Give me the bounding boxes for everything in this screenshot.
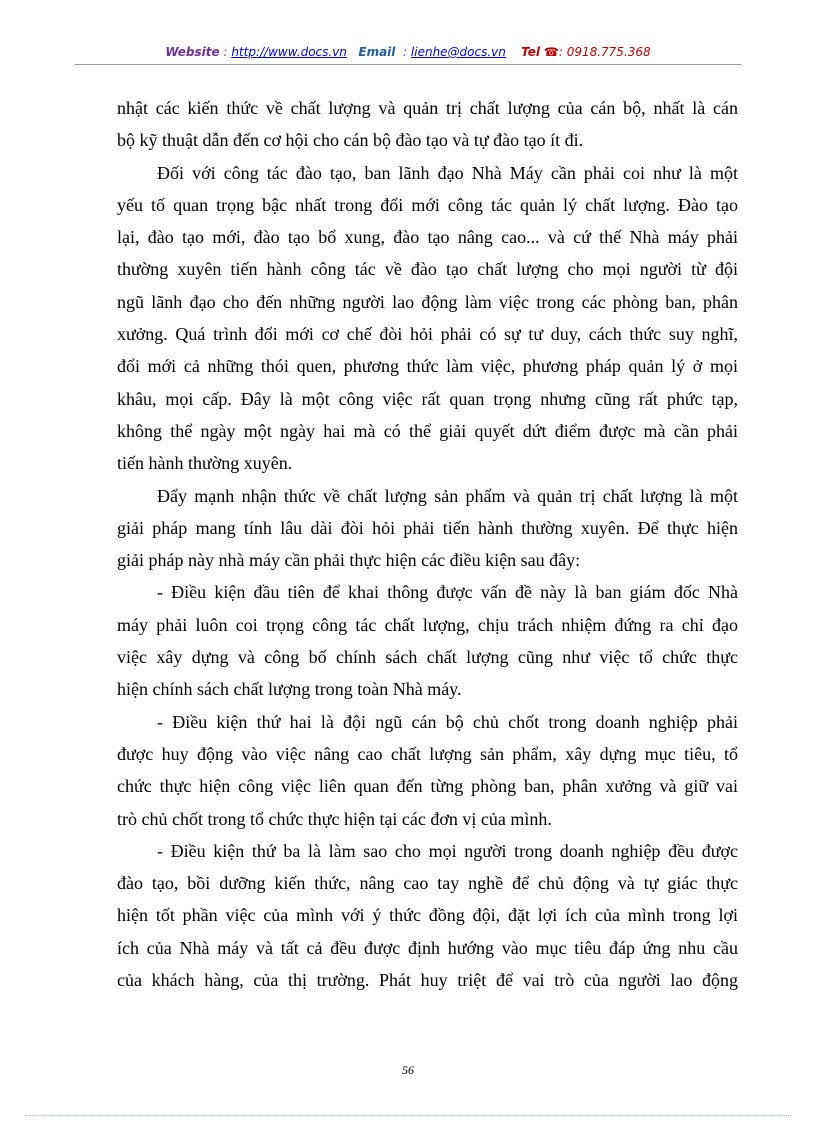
phone-icon: ☎: [543, 45, 559, 59]
tel-number: 0918.775.368: [566, 45, 651, 59]
paragraph: [117, 835, 738, 996]
text-line: ngũ lãnh đạo cho đến những người lao động làm việc trong các phòng ban, phân: [117, 291, 738, 312]
text-line: tiến hành thường xuyên.: [117, 453, 293, 474]
text-line: nhật các kiến thức về chất lượng và quản trị chất lượng của cán bộ, nhất là cán: [117, 98, 738, 118]
text-line: hiện chính sách chất lượng trong toàn Nhà máy.: [117, 679, 462, 700]
text-line: Đối với công tác đào tạo, ban lãnh đạo Nhà Máy cần phải coi như là một: [157, 162, 738, 183]
text-line: không thể ngày một ngày hai mà có thể giải quyết dứt điểm được mà cần phải: [117, 420, 738, 441]
paragraph: [117, 576, 738, 705]
text-line: giải pháp này nhà máy cần phải thực hiện các điều kiện sau đây:: [117, 550, 581, 571]
text-line: ích của Nhà máy và tất cả đều được định hướng vào mục tiêu đáp ứng nhu cầu: [117, 937, 738, 958]
text-line: máy phải luôn coi trọng công tác chất lượng, chịu trách nhiệm đứng ra chỉ đạo: [117, 614, 738, 635]
email-label: Email: [358, 45, 396, 59]
website-link[interactable]: http://www.docs.vn: [231, 45, 347, 59]
page-number: 56: [402, 1063, 414, 1077]
text-line: lại, đào tạo mới, đào tạo bổ xung, đào tạo nâng cao... và cứ thế Nhà máy phải: [117, 227, 738, 248]
paragraph: [117, 480, 738, 577]
text-line: trò chủ chốt trong tổ chức thực hiện tại các đơn vị của mình.: [117, 808, 552, 829]
text-line: xưởng. Quá trình đổi mới cơ chế đòi hỏi phải có sự tư duy, cách thức suy nghĩ,: [117, 324, 738, 345]
text-line: yếu tố quan trọng bậc nhất trong đổi mới công tác quản lý chất lượng. Đào tạo: [117, 194, 738, 215]
text-line: đào tạo, bồi dưỡng kiến thức, nâng cao tay nghề để chủ động và tự giác thực: [117, 873, 738, 894]
header-divider: [75, 64, 741, 65]
text-line: khâu, mọi cấp. Đây là một công việc rất quan trọng nhưng cũng rất phức tạp,: [117, 388, 738, 409]
email-link[interactable]: lienhe@docs.vn: [410, 45, 506, 59]
document-body: [117, 92, 738, 996]
paragraph: [117, 92, 738, 157]
text-line: đổi mới cả những thói quen, phương thức làm việc, phương pháp quản lý ở mọi: [117, 356, 738, 377]
page-header: Website : http://www.docs.vn Email : lienhe@docs.vn Tel ☎: 0918.775.368: [165, 45, 651, 59]
text-line: được huy động vào việc nâng cao chất lượng sản phẩm, xây dựng mục tiêu, tổ: [117, 743, 738, 764]
text-line: hiện tốt phần việc của mình với ý thức đồng đội, đặt lợi ích của mình trong lợi: [117, 905, 738, 926]
footer-divider: [25, 1115, 791, 1116]
text-line: của khách hàng, của thị trường. Phát huy triệt để vai trò của người lao động: [117, 970, 738, 991]
text-line: Đẩy mạnh nhận thức về chất lượng sản phẩm và quản trị chất lượng là một: [157, 485, 738, 506]
text-line: - Điều kiện thứ hai là đội ngũ cán bộ chủ chốt trong doanh nghiệp phải: [157, 711, 738, 732]
text-line: giải pháp mang tính lâu dài đòi hỏi phải tiến hành thường xuyên. Để thực hiện: [117, 517, 738, 538]
text-line: chức thực hiện công việc liên quan đến từng phòng ban, phân xưởng và giữ vai: [117, 776, 738, 797]
text-line: việc xây dựng và công bố chính sách chất lượng cũng như việc tổ chức thực: [117, 647, 738, 668]
text-line: - Điều kiện đầu tiên để khai thông được vấn đề này là ban giám đốc Nhà: [157, 582, 738, 603]
tel-label: Tel: [521, 45, 541, 59]
text-line: - Điều kiện thứ ba là làm sao cho mọi người trong doanh nghiệp đều được: [157, 840, 738, 861]
paragraph: [117, 157, 738, 480]
paragraph: [117, 706, 738, 835]
text-line: thường xuyên tiến hành công tác về đào tạo chất lượng cho mọi người từ đội: [117, 259, 738, 280]
text-line: bộ kỹ thuật dẫn đến cơ hội cho cán bộ đào tạo và tự đào tạo ít đi.: [117, 130, 584, 151]
website-label: Website: [165, 45, 220, 59]
